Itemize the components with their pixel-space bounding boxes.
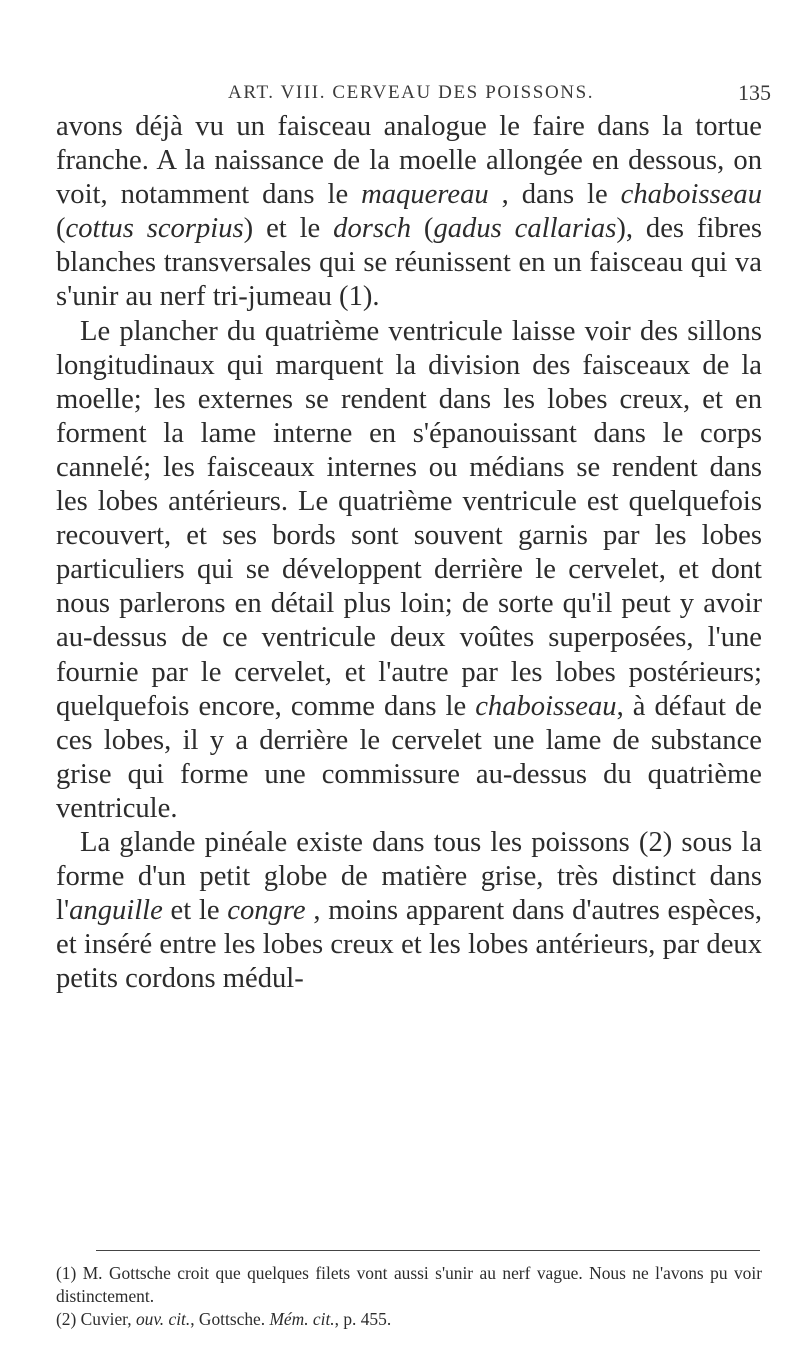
species-cottus-scorpius: cottus scorpius xyxy=(65,213,244,245)
footnote-rule xyxy=(96,1250,760,1251)
text-run: , à défaut de ces lobes, il y a derrière le cervelet une lame de substance grise qui forme une commissure au-dessus du quatrième ventricule. xyxy=(56,690,762,824)
paragraph-3 xyxy=(56,826,762,996)
species-dorsch: dorsch xyxy=(333,213,411,245)
text-run: , moins apparent dans d'autres espèces, et inséré entre les lobes creux et les lobes antérieurs, par deux petits cordons médul- xyxy=(56,895,763,995)
species-chaboisseau: chaboisseau xyxy=(620,179,762,211)
citation-mem-cit: Mém. cit. xyxy=(269,1309,335,1329)
species-maquereau: maquereau xyxy=(361,179,489,211)
footnotes xyxy=(56,1262,762,1331)
citation-ouv-cit: ouv. cit. xyxy=(135,1309,191,1329)
text-run: , dans le xyxy=(488,179,621,211)
text-run: et le xyxy=(162,895,228,927)
text-run: (2) Cuvier, xyxy=(56,1309,136,1329)
text-run: ( xyxy=(56,213,66,245)
text-run: , Gottsche. xyxy=(190,1309,270,1329)
running-head xyxy=(0,82,800,110)
text-run: ) et le xyxy=(243,213,334,245)
text-run: ( xyxy=(411,213,434,245)
species-gadus-callarias: gadus callarias xyxy=(433,213,617,245)
species-congre: congre xyxy=(227,895,306,927)
text-run: avons déjà vu un faisceau analogue le faire dans la tortue franche. A la naissance de la moelle allongée en dessous, on voit, notamment dans le xyxy=(56,111,762,211)
species-anguille: anguille xyxy=(69,895,163,927)
body-text xyxy=(56,110,762,996)
paragraph-1 xyxy=(56,110,762,315)
text-run: ), des fibres blanches transversales qui se réunissent en un faisceau qui va s'unir au nerf tri-jumeau (1). xyxy=(56,213,763,313)
paragraph-2 xyxy=(56,315,762,826)
running-title: ART. VIII. CERVEAU DES POISSONS. xyxy=(228,82,595,103)
page-number: 135 xyxy=(738,80,771,105)
text-run: Le plancher du quatrième ventricule laisse voir des sillons longitudinaux qui marquent la division des faisceaux de la moelle; les externes se rendent dans les lobes creux, et en forment la lame interne en s'épanouissant dans le corps cannelé; les faisceaux internes ou médians se rendent dans les lobes antérieurs. Le quatrième ventricule est quelquefois recouvert, et ses bords sont souvent garnis par les lobes particuliers qui se développent derrière le cervelet, et dont nous parlerons en détail plus loin; de sorte qu'il peut y avoir au-dessus de ce ventricule deux voûtes superposées, l'une fournie par le cervelet, et l'autre par les lobes postérieurs; quelquefois encore, comme dans le xyxy=(56,315,762,722)
text-run: , p. 455. xyxy=(334,1309,392,1329)
text-run: La glande pinéale existe dans tous les poissons (2) sous la forme d'un petit globe de matière grise, très distinct dans l' xyxy=(56,826,762,927)
footnote-1: (1) M. Gottsche croit que quelques filets vont aussi s'unir au nerf vague. Nous ne l'avons pu voir distinctement. xyxy=(56,1263,762,1306)
species-chaboisseau: chaboisseau xyxy=(475,690,617,722)
footnote-2 xyxy=(56,1308,762,1331)
